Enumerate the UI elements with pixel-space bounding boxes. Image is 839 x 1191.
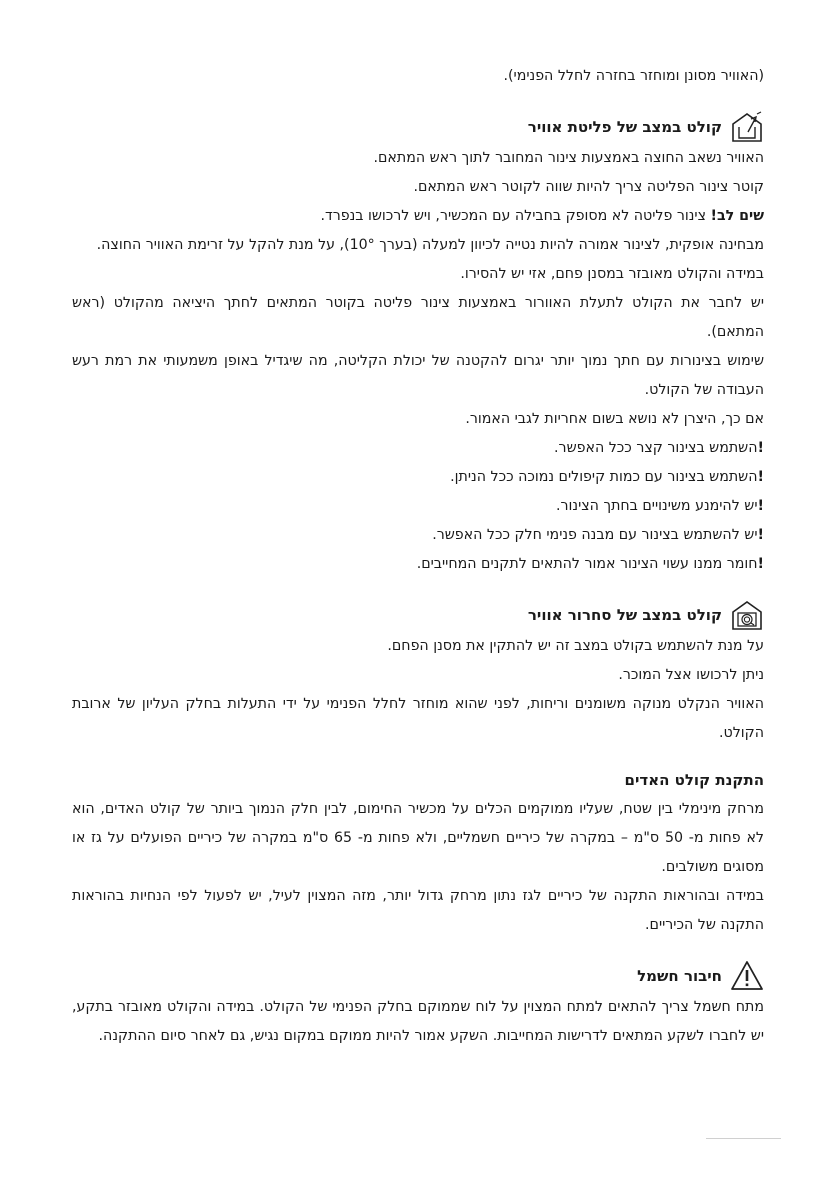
- rule-item: [72, 434, 764, 463]
- rule-item: [72, 521, 764, 550]
- paragraph: מרחק מינימלי בין שטח, שעליו ממוקמים הכלים על מכשיר החימום, לבין חלק הנמוך ביותר של קולט האדים, הוא לא פחות מ- 50 ס"מ – במקרה של כיריים חשמליים, ולא פחות מ- 65 ס"מ במקרה של כיריים הפועלים על גז או מסוגים משולבים.: [72, 801, 764, 875]
- intro-line: (האוויר מסונן ומוחזר בחזרה לחלל הפנימי).: [503, 68, 764, 84]
- rule-text: חומר ממנו עשוי הצינור אמור להתאים לתקנים המחייבים.: [416, 556, 758, 572]
- paragraph: האוויר הנקלט מנוקה משומנים וריחות, לפני שהוא מוחזר לחלל הפנימי על ידי התעלות בחלק העליון של ארובת הקולט.: [72, 696, 764, 741]
- section-title-installation: התקנת קולט האדים: [624, 771, 764, 789]
- paragraph: יש לחבר את הקולט לתעלת האוורור באמצעות צינור פליטה בקוטר המתאים לחתך היציאה מהקולט (ראש המתאם).: [72, 295, 764, 340]
- section-title: קולט במצב של סחרור אוויר: [527, 606, 722, 624]
- manual-page: [72, 62, 764, 1051]
- rule-mark: !: [757, 469, 764, 485]
- rule-item: [72, 463, 764, 492]
- paragraph: ניתן לרכושו אצל המוכר.: [618, 667, 764, 683]
- rule-text: השתמש בצינור קצר ככל האפשר.: [554, 440, 758, 456]
- rule-mark: !: [757, 440, 764, 456]
- rule-mark: !: [757, 498, 764, 514]
- attention-text: צינור פליטה לא מסופק בחבילה עם המכשיר, ויש לרכושו בנפרד.: [320, 208, 711, 224]
- house-filter-icon: [730, 598, 764, 632]
- paragraph: מתח חשמל צריך להתאים למתח המצוין על לוח שממוקם בחלק הפנימי של הקולט. במידה והקולט מאובזר בתקע, יש לחברו לשקע המתאים לדרישות המחייבות. השקע אמור להיות ממוקם במקום נגיש, גם לאחר סיום ההתקנה.: [72, 999, 764, 1044]
- paragraph: שימוש בצינורות עם חתך נמוך יותר יגרום להקטנה של יכולת הקליטה, מה שיגדיל באופן משמעותי את רמת רעש העבודה של הקולט.: [72, 353, 764, 398]
- rule-mark: !: [757, 556, 764, 572]
- rule-text: השתמש בצינור עם כמות קיפולים נמוכה ככל הניתן.: [450, 469, 758, 485]
- warning-icon: [730, 959, 764, 993]
- section-title: קולט במצב של פליטת אוויר: [527, 118, 722, 136]
- paragraph: במידה והקולט מאובזר במסנן פחם, אזי יש להסירו.: [460, 266, 764, 282]
- rule-item: [72, 492, 764, 521]
- rule-text: יש להשתמש בצינור עם מבנה פנימי חלק ככל האפשר.: [432, 527, 758, 543]
- rule-text: יש להימנע משינויים בחתך הצינור.: [556, 498, 758, 514]
- attention-note: [72, 202, 764, 231]
- paragraph: על מנת להשתמש בקולט במצב זה יש להתקין את מסנן הפחם.: [387, 638, 764, 654]
- paragraph: במידה ובהוראות התקנה של כיריים לגז נתון מרחק גדול יותר, מזה המצוין לעיל, יש לפעול לפי הנחיות בהוראות התקנה של הכיריים.: [72, 888, 764, 933]
- attention-label: שים לב!: [710, 208, 764, 224]
- section-heading-electric: [72, 959, 764, 993]
- page-footer-rule: [706, 1138, 781, 1139]
- section-line: קוטר צינור הפליטה צריך להיות שווה לקוטר ראש המתאם.: [413, 179, 764, 195]
- section-title: חיבור חשמל: [637, 967, 722, 985]
- paragraph: מבחינה אופקית, לצינור אמורה להיות נטייה לכיוון למעלה (בערך 10°), על מנת להקל על זרימת האוויר החוצה.: [96, 237, 764, 253]
- house-duct-icon: [730, 110, 764, 144]
- paragraph: אם כך, היצרן לא נושא בשום אחריות לגבי האמור.: [465, 411, 764, 427]
- section-heading-exhaust: [72, 110, 764, 144]
- section-heading-recirculation: [72, 598, 764, 632]
- section-line: האוויר נשאב החוצה באמצעות צינור המחובר לתוך ראש המתאם.: [373, 150, 764, 166]
- rule-mark: !: [757, 527, 764, 543]
- rule-item: [72, 550, 764, 579]
